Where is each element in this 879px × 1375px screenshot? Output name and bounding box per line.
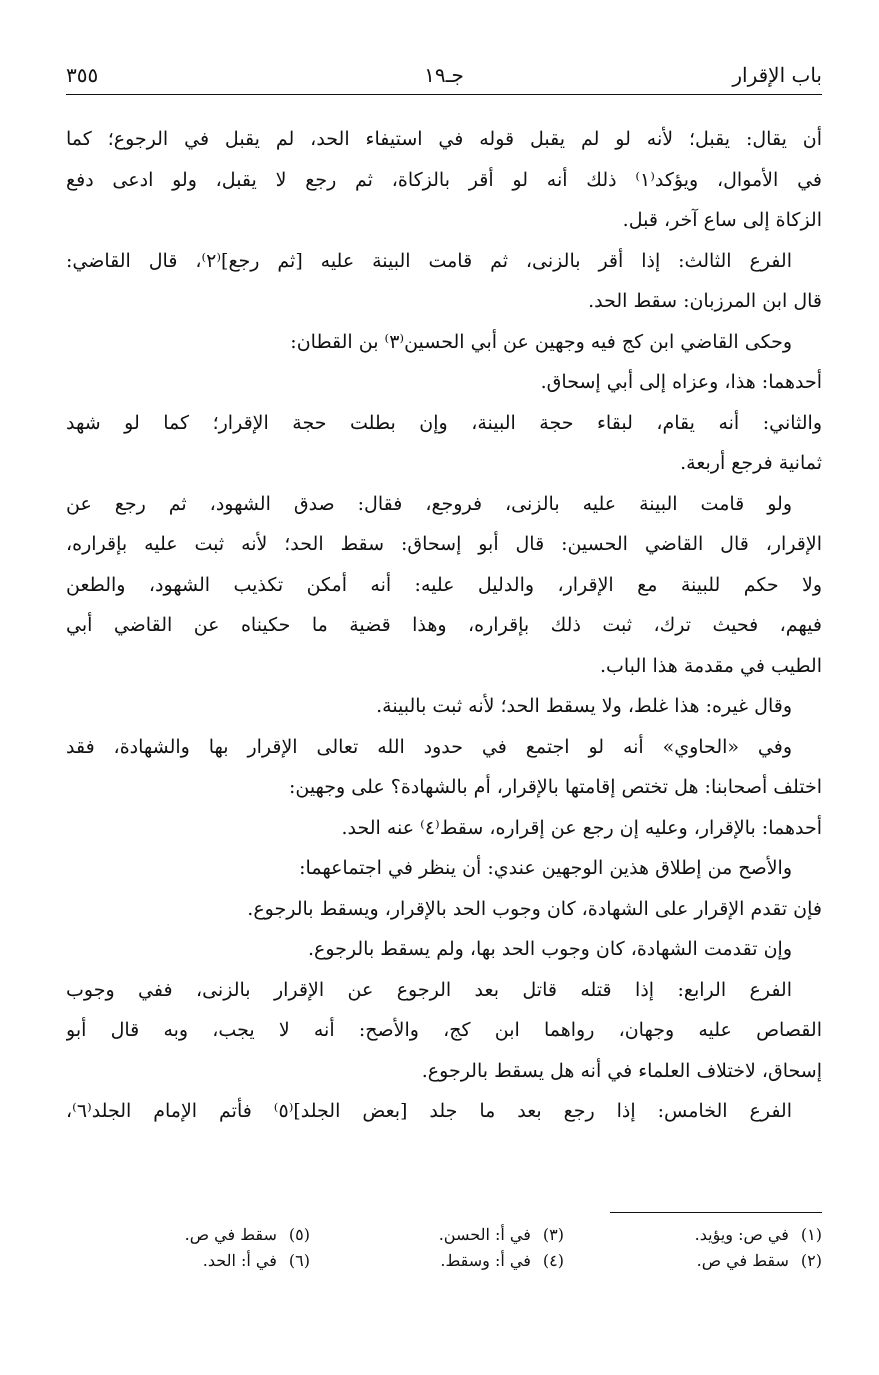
footnote-separator xyxy=(610,1212,822,1213)
volume-label: جـ١٩ xyxy=(424,63,464,87)
footnote: (٥)سقط في ص. xyxy=(184,1225,310,1244)
footnote: (٣)في أ: الحسن. xyxy=(438,1225,564,1244)
text-line: الإقرار، قال القاضي الحسين: قال أبو إسحاق: سقط الحد؛ لأنه ثبت عليه بإقراره، xyxy=(66,533,822,555)
footnote: (١)في ص: ويؤيد. xyxy=(694,1225,822,1244)
text-line: ثمانية فرجع أربعة. xyxy=(680,452,822,474)
page-number: ٣٥٥ xyxy=(66,63,99,87)
running-header xyxy=(66,58,822,95)
text-line: والثاني: أنه يقام، لبقاء حجة البينة، وإن بطلت حجة الإقرار؛ كما لو شهد xyxy=(66,411,822,434)
text-line: وفي «الحاوي» أنه لو اجتمع في حدود الله تعالى الإقرار بها والشهادة، فقد xyxy=(66,735,792,758)
text-line: الطيب في مقدمة هذا الباب. xyxy=(599,654,822,677)
body-text xyxy=(66,119,822,1132)
footnote: (٤)في أ: وسقط. xyxy=(440,1251,564,1270)
text-line: أحدهما: هذا، وعزاه إلى أبي إسحاق. xyxy=(540,371,822,393)
footnote-row xyxy=(66,1248,822,1274)
section-heading-line: الفرع الرابع: إذا قتله قاتل بعد الرجوع عن الإقرار بالزنى، ففي وجوب xyxy=(66,978,792,1001)
footnote: (٢)سقط في ص. xyxy=(696,1251,822,1270)
footnote-row xyxy=(66,1222,822,1248)
book-page xyxy=(66,58,822,1318)
text-line: إسحاق، لاختلاف العلماء في أنه هل يسقط بالرجوع. xyxy=(421,1059,822,1082)
text-line: ولا حكم للبينة مع الإقرار، والدليل عليه: أنه أمكن تكذيب الشهود، والطعن xyxy=(66,573,822,596)
text-line: فإن تقدم الإقرار على الشهادة، كان وجوب الحد بالإقرار، ويسقط بالرجوع. xyxy=(247,897,822,920)
text-line: القصاص عليه وجهان، رواهما ابن كج، والأصح: أنه لا يجب، وبه قال أبو xyxy=(66,1019,822,1041)
text-line: أن يقال: يقبل؛ لأنه لو لم يقبل قوله في استيفاء الحد، لم يقبل في الرجوع؛ كما xyxy=(66,128,822,150)
text-line: وإن تقدمت الشهادة، كان وجوب الحد بها، ولم يسقط بالرجوع. xyxy=(307,938,792,960)
chapter-title: باب الإقرار xyxy=(732,63,822,87)
text-line: وقال غيره: هذا غلط، ولا يسقط الحد؛ لأنه ثبت بالبينة. xyxy=(376,695,792,717)
section-heading-line: الفرع الخامس: إذا رجع بعد ما جلد [بعض الجلد]⁽٥⁾ فأتم الإمام الجلد⁽٦⁾، xyxy=(66,1100,792,1122)
footnote: (٦)في أ: الحد. xyxy=(202,1251,310,1270)
footnotes xyxy=(66,1222,822,1274)
text-line: أحدهما: بالإقرار، وعليه إن رجع عن إقراره، سقط⁽٤⁾ عنه الحد. xyxy=(341,816,822,839)
text-line: ولو قامت البينة عليه بالزنى، فروجع، فقال: صدق الشهود، ثم رجع عن xyxy=(66,492,792,515)
text-line: الزكاة إلى ساع آخر، قبل. xyxy=(622,209,822,231)
section-heading-line: الفرع الثالث: إذا أقر بالزنى، ثم قامت البينة عليه [ثم رجع]⁽٢⁾، قال القاضي: xyxy=(66,249,792,272)
text-line: اختلف أصحابنا: هل تختص إقامتها بالإقرار، أم بالشهادة؟ على وجهين: xyxy=(288,776,822,798)
text-line: فيهم، فحيث ترك، ثبت ذلك بإقراره، وهذا قضية ما حكيناه عن القاضي أبي xyxy=(66,614,822,636)
text-line: في الأموال، ويؤكد⁽١⁾ ذلك أنه لو أقر بالزكاة، ثم رجع لا يقبل، ولو ادعى دفع xyxy=(66,168,822,191)
text-line: والأصح من إطلاق هذين الوجهين عندي: أن ينظر في اجتماعهما: xyxy=(299,857,792,879)
text-line: قال ابن المرزبان: سقط الحد. xyxy=(588,290,822,312)
text-line: وحكى القاضي ابن كج فيه وجهين عن أبي الحسين⁽٣⁾ بن القطان: xyxy=(290,330,792,353)
